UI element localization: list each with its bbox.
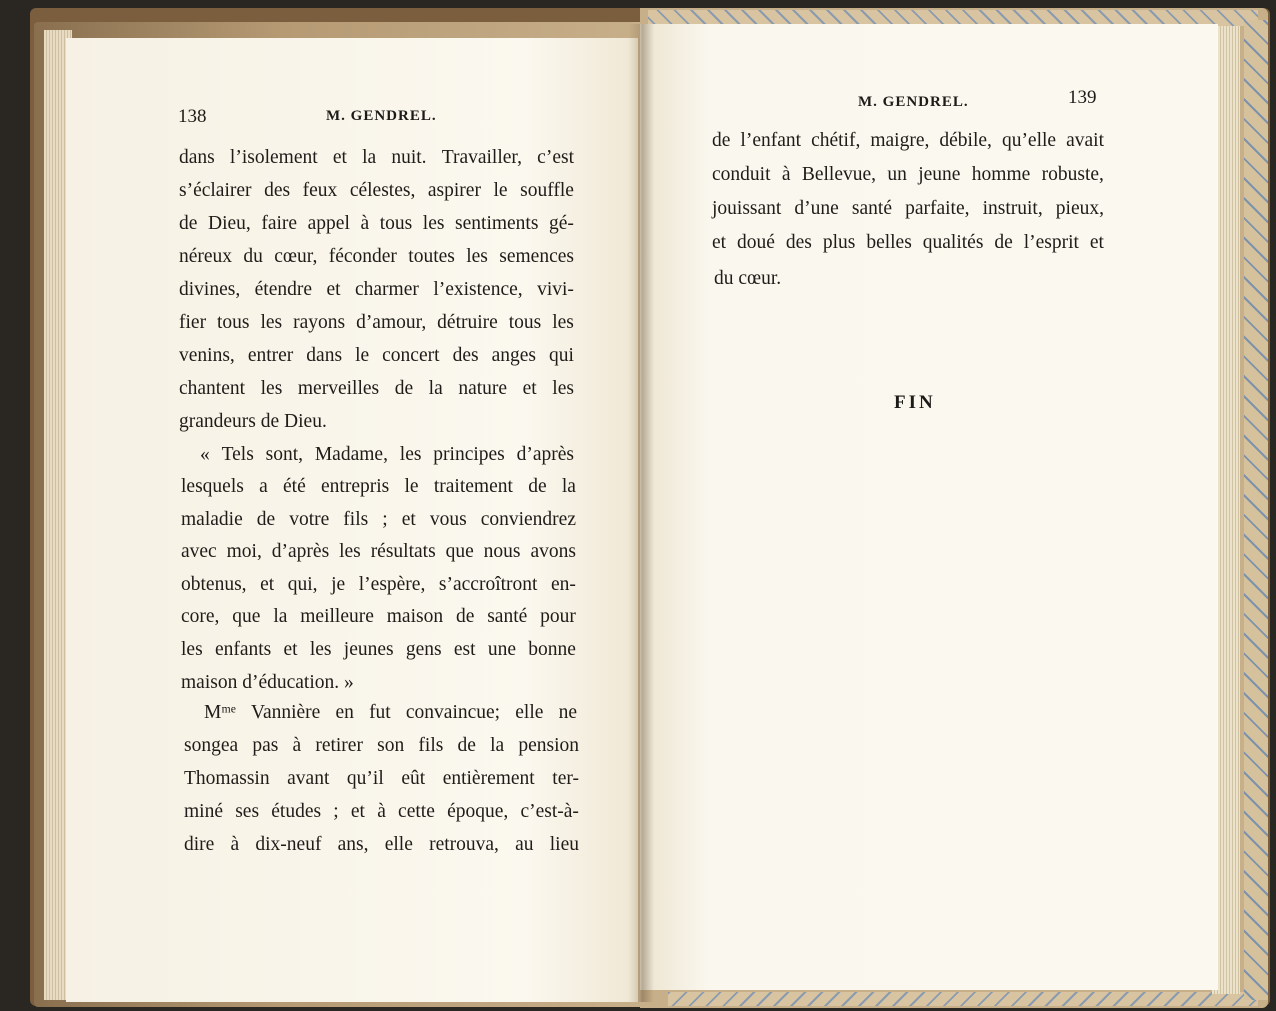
left-running-head: M. GENDREL. [326,108,437,124]
right-text-line: conduit à Bellevue, un jeune homme robuste, [712,164,1104,185]
left-text-line: fier tous les rayons d’amour, détruire tous les [179,312,574,333]
left-text-line: core, que la meilleure maison de santé pour [181,606,576,627]
left-text-line: néreux du cœur, féconder toutes les semences [179,246,574,267]
right-text-line: jouissant d’une santé parfaite, instruit, pieux, [712,198,1104,219]
left-text-line: maison d’éducation. » [181,672,354,693]
right-text-line: du cœur. [714,268,782,289]
left-text-line: chantent les merveilles de la nature et les [179,378,574,399]
left-text-line: songea pas à retirer son fils de la pension [184,735,579,756]
left-text-line: de Dieu, faire appel à tous les sentiments gé- [179,213,574,234]
left-page-number: 138 [178,106,207,127]
left-text-line: dire à dix-neuf ans, elle retrouva, au lieu [184,834,579,855]
right-page-number: 139 [1068,87,1097,108]
left-text-line: divines, étendre et charmer l’existence, vivi- [179,279,574,300]
end-mark: FIN [894,392,936,413]
right-running-head: M. GENDREL. [858,94,969,110]
left-text-line: maladie de votre fils ; et vous conviendrez [181,509,576,530]
left-text-line: avec moi, d’après les résultats que nous avons [181,541,576,562]
right-text-line: de l’enfant chétif, maigre, débile, qu’elle avait [712,130,1104,151]
left-text-line: dans l’isolement et la nuit. Travailler, c’est [179,147,574,168]
right-text-line: et doué des plus belles qualités de l’esprit et [712,232,1104,253]
left-text-line: lesquels a été entrepris le traitement de la [181,476,576,497]
left-text-line: obtenus, et qui, je l’espère, s’accroîtront en- [181,574,576,595]
left-text-line: Thomassin avant qu’il eût entièrement ter- [184,768,579,789]
left-text-line: Mᵐᵉ Vannière en fut convaincue; elle ne [204,702,577,723]
left-text-line: les enfants et les jeunes gens est une bonne [181,639,576,660]
left-text-line: miné ses études ; et à cette époque, c’est-à- [184,801,579,822]
cover-pattern-bottom [668,992,1258,1006]
cover-pattern-right [1244,20,1268,1000]
left-text-line: grandeurs de Dieu. [179,411,327,432]
left-text-line: « Tels sont, Madame, les principes d’après [200,444,574,465]
left-text-line: s’éclairer des feux célestes, aspirer le souffle [179,180,574,201]
book-gutter [628,24,654,1002]
left-text-line: venins, entrer dans le concert des anges qui [179,345,574,366]
